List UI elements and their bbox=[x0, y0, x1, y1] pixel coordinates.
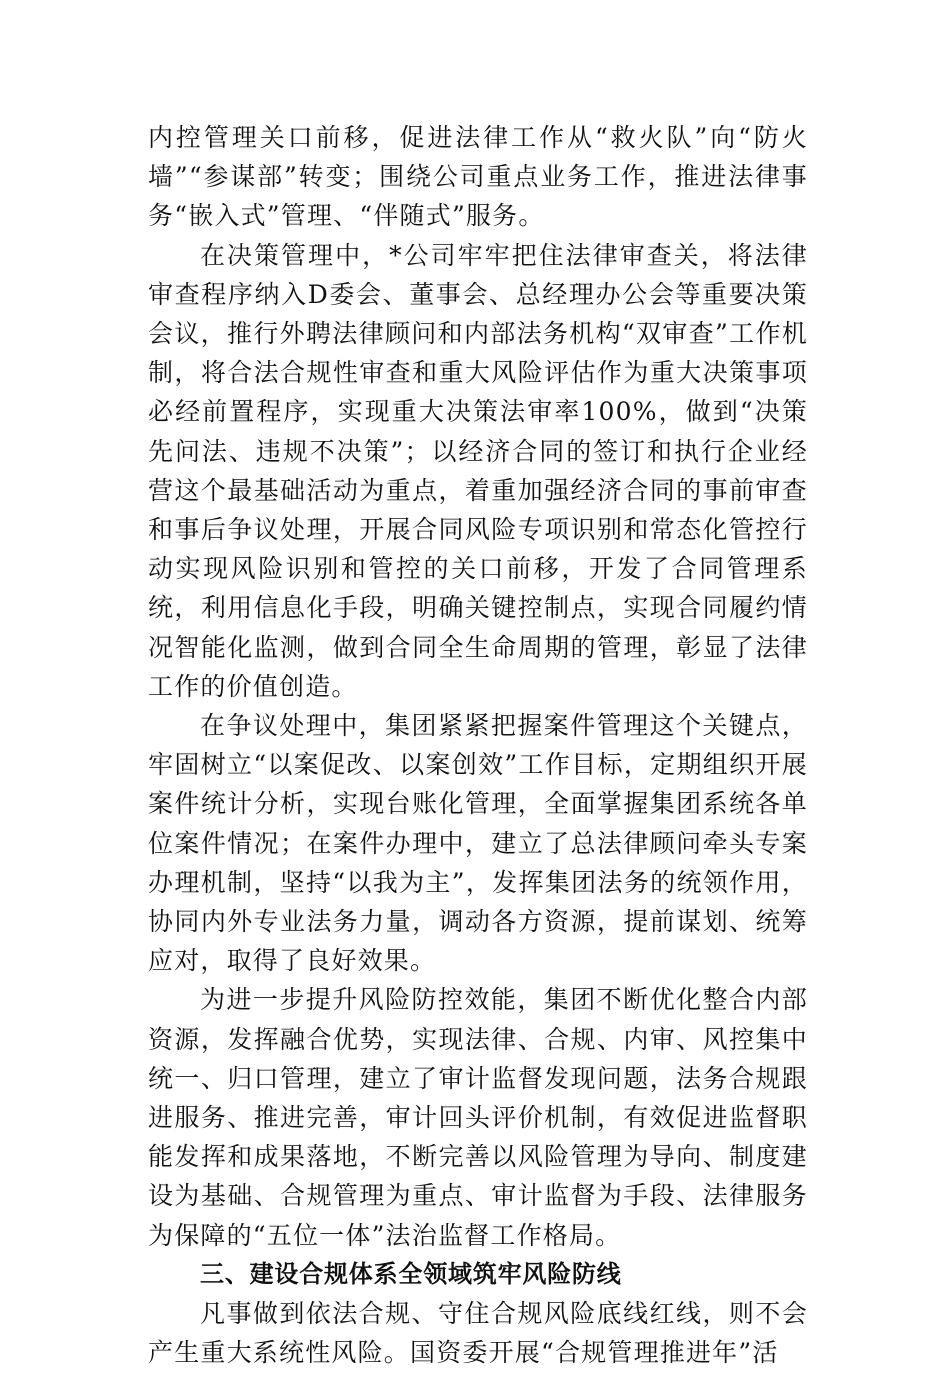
paragraph-dispute-handling: 在争议处理中，集团紧紧把握案件管理这个关键点，牢固树立“以案促改、以案创效”工作目标，定期组织开展案件统计分析，实现台账化管理，全面掌握集团系统各单位案件情况；在案件办理中，建立了总法律顾问牵头专案办理机制，坚持“以我为主”，发挥集团法务的统领作用，协同内外专业法务力量，调动各方资源，提前谋划、统筹应对，取得了良好效果。 bbox=[148, 711, 808, 976]
paragraph-decision-management: 在决策管理中，*公司牢牢把住法律审查关，将法律审查程序纳入D委会、董事会、总经理办公会等重要决策会议，推行外聘法律顾问和内部法务机构“双审查”工作机制，将合法合规性审查和重大风险评估作为重大决策事项必经前置程序，实现重大决策法审率100%，做到“决策先问法、违规不决策”；以经济合同的签订和执行企业经营这个最基础活动为重点，着重加强经济合同的事前审查和事后争议处理，开展合同风险专项识别和常态化管控行动实现风险识别和管控的关口前移，开发了合同管理系统，利用信息化手段，明确关键控制点，实现合同履约情况智能化监测，做到合同全生命周期的管理，彰显了法律工作的价值创造。 bbox=[148, 240, 808, 701]
document-page bbox=[148, 118, 808, 1373]
paragraph-continuation: 内控管理关口前移，促进法律工作从“救火队”向“防火墙”“参谋部”转变；围绕公司重点业务工作，推进法律事务“嵌入式”管理、“伴随式”服务。 bbox=[148, 123, 808, 231]
section-heading: 三、建设合规体系全领域筑牢风险防线 bbox=[200, 1259, 622, 1288]
paragraph-risk-control: 为进一步提升风险防控效能，集团不断优化整合内部资源，发挥融合优势，实现法律、合规、内审、风控集中统一、归口管理，建立了审计监督发现问题，法务合规跟进服务、推进完善，审计回头评价机制，有效促进监督职能发挥和成果落地，不断完善以风险管理为导向、制度建设为基础、合规管理为重点、审计监督为手段、法律服务为保障的“五位一体”法治监督工作格局。 bbox=[148, 985, 808, 1250]
paragraph-compliance-intro: 凡事做到依法合规、守住合规风险底线红线，则不会产生重大系统性风险。国资委开展“合规管理推进年”活 bbox=[148, 1299, 808, 1368]
